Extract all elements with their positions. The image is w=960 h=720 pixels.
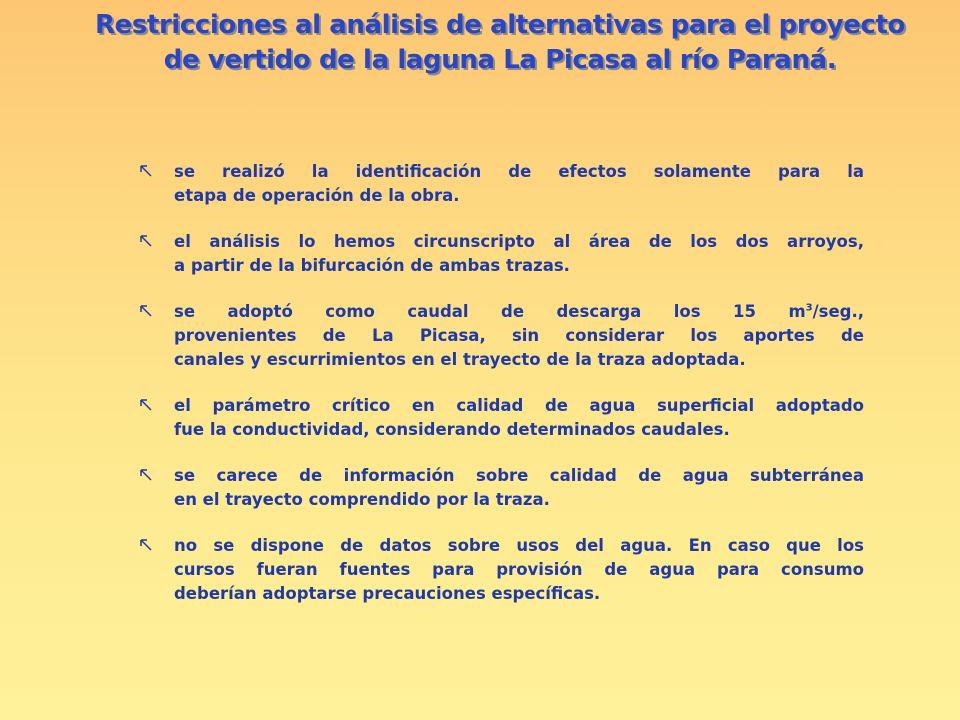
bullet-2-line-2: a partir de la bifurcación de ambas trazas. (174, 256, 570, 275)
bullet-item-3 (140, 300, 864, 372)
bullet-3-line-3: canales y escurrimientos en el trayecto de la traza adoptada. (174, 350, 746, 369)
bullet-5-line-1: se carece de información sobre calidad de agua subterránea (174, 466, 864, 485)
bullet-3-unit: /seg., (812, 302, 864, 321)
bullet-5-line-2: en el trayecto comprendido por la traza. (174, 490, 550, 509)
bullet-4-line-2: fue la conductividad, considerando determinados caudales. (174, 420, 730, 439)
arrow-up-left-icon (140, 165, 152, 177)
superscript-3: 3 (805, 302, 813, 314)
bullet-item-5 (140, 464, 864, 512)
slide-title-line-1: Restricciones al análisis de alternativas para el proyecto (94, 10, 906, 40)
bullet-item-1 (140, 160, 864, 208)
slide-title (40, 8, 960, 78)
arrow-up-left-icon (140, 539, 152, 551)
bullet-item-4 (140, 394, 864, 442)
bullet-1-line-2: etapa de operación de la obra. (174, 186, 460, 205)
bullet-item-2 (140, 230, 864, 278)
arrow-up-left-icon (140, 469, 152, 481)
bullet-3-line-2: provenientes de La Picasa, sin considerar los aportes de (174, 326, 864, 345)
arrow-up-left-icon (140, 399, 152, 411)
bullet-1-line-1: se realizó la identificación de efectos solamente para la (174, 162, 864, 181)
bullet-6-line-3: deberían adoptarse precauciones específicas. (174, 584, 601, 603)
bullet-6-line-1: no se dispone de datos sobre usos del agua. En caso que los (174, 536, 864, 555)
bullet-3-line-1-text: se adoptó como caudal de descarga los 15 m (174, 302, 806, 321)
bullet-list (140, 160, 864, 628)
slide-title-line-2: de vertido de la laguna La Picasa al río Paraná. (163, 45, 837, 75)
bullet-item-6 (140, 534, 864, 606)
arrow-up-left-icon (140, 305, 152, 317)
bullet-4-line-1: el parámetro crítico en calidad de agua superficial adoptado (174, 396, 864, 415)
arrow-up-left-icon (140, 235, 152, 247)
bullet-2-line-1: el análisis lo hemos circunscripto al área de los dos arroyos, (174, 232, 864, 251)
bullet-3-line-1 (174, 300, 864, 324)
bullet-6-line-2: cursos fueran fuentes para provisión de agua para consumo (174, 560, 864, 579)
